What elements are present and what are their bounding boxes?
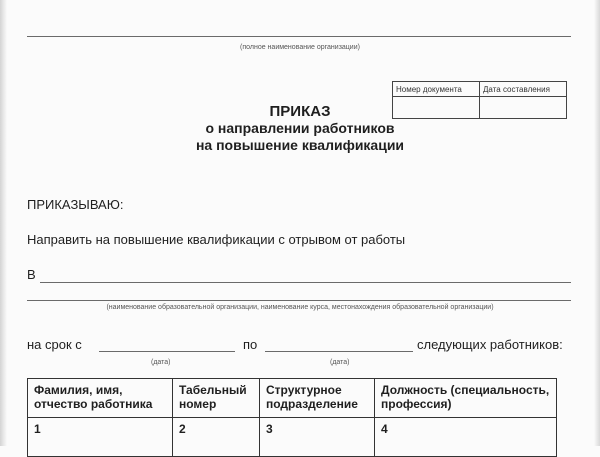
- term-to-label: по: [243, 337, 258, 352]
- order-word: ПРИКАЗЫВАЮ:: [27, 197, 124, 212]
- direction-text: Направить на повышение квалификации с отрывом от работы: [27, 232, 406, 247]
- institution-caption: (наименование образовательной организации, наименование курса, местонахождения образовательной организации): [106, 304, 494, 311]
- org-name-line[interactable]: [27, 36, 571, 37]
- end-date-caption: (дата): [330, 359, 350, 366]
- in-label: В: [27, 267, 36, 282]
- start-date-caption: (дата): [151, 359, 171, 366]
- term-tail-text: следующих работников:: [417, 337, 563, 352]
- term-from-label: на срок с: [27, 337, 82, 352]
- title-line-1: ПРИКАЗ: [269, 103, 331, 120]
- page-edge-shadow-left: [0, 0, 7, 446]
- title-line-2: о направлении работников: [205, 120, 395, 136]
- institution-line-1[interactable]: [40, 282, 571, 283]
- page-edge-shadow-right: [594, 0, 600, 446]
- col-number-1: 1: [28, 418, 173, 457]
- org-name-caption: (полное наименование организации): [240, 44, 360, 51]
- workers-table: [27, 378, 557, 457]
- institution-line-2[interactable]: [27, 300, 571, 301]
- col-number-4: 4: [375, 418, 557, 457]
- header-position: Должность (специальность, профессия): [375, 379, 557, 418]
- document-title: [0, 103, 600, 154]
- header-full-name: Фамилия, имя, отчество работника: [28, 379, 173, 418]
- header-personnel-number: Табельный номер: [173, 379, 260, 418]
- term-start-date-line[interactable]: [99, 351, 235, 352]
- doc-number-header: Номер документа: [393, 82, 480, 97]
- doc-date-header: Дата составления: [480, 82, 567, 97]
- header-department: Структурное подразделение: [260, 379, 375, 418]
- title-line-3: на повышение квалификации: [195, 137, 405, 153]
- term-end-date-line[interactable]: [265, 351, 413, 352]
- col-number-3: 3: [260, 418, 375, 457]
- col-number-2: 2: [173, 418, 260, 457]
